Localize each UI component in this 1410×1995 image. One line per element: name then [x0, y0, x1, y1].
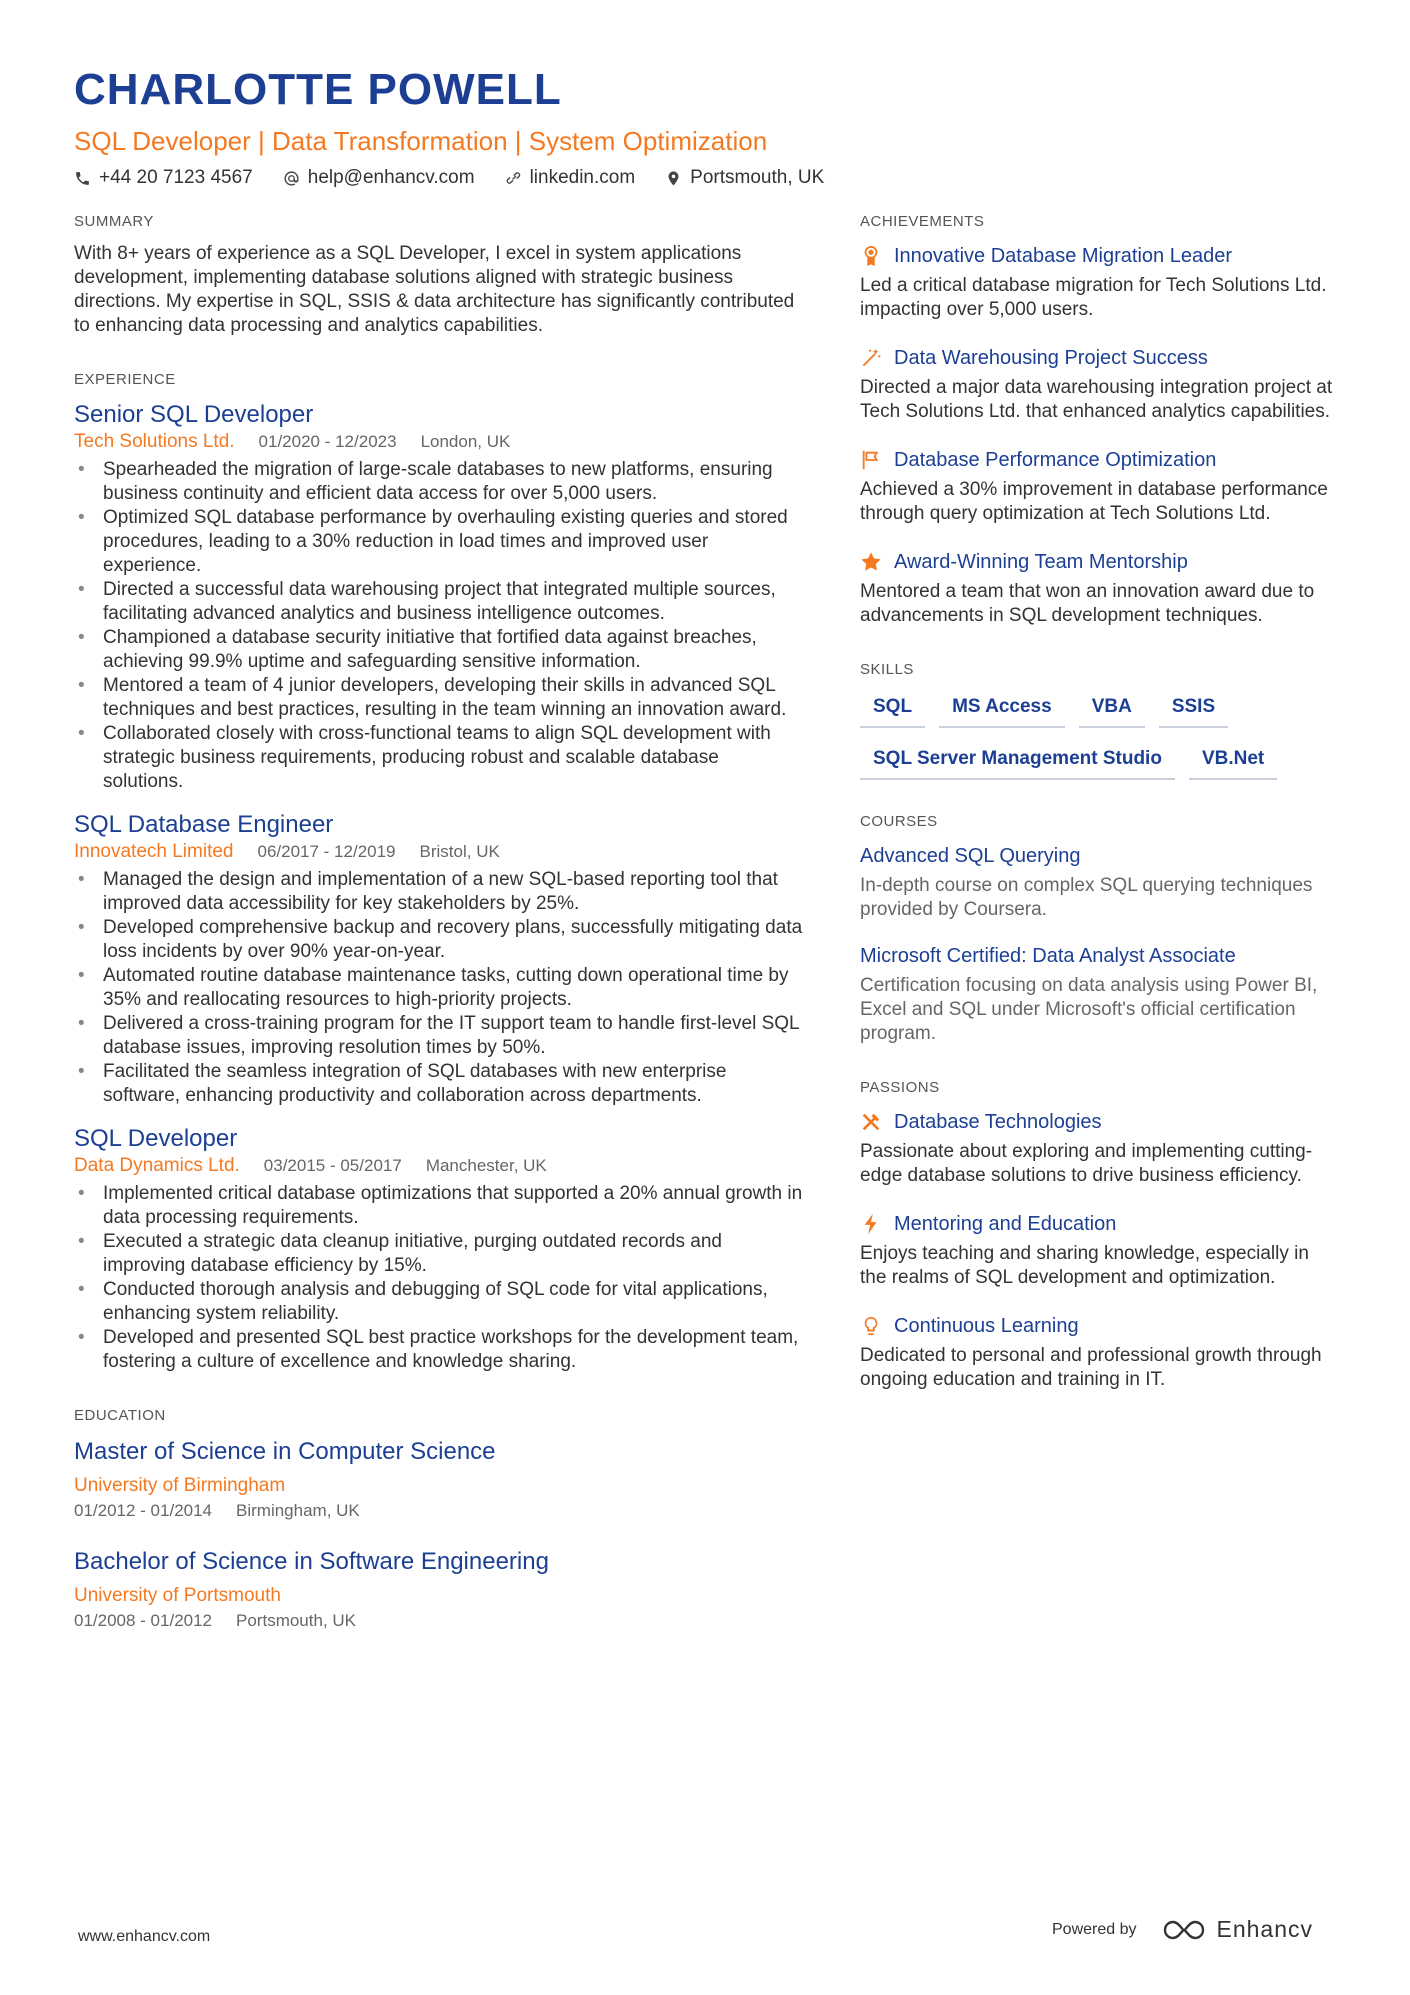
- job-bullet: • Collaborated closely with cross-functional teams to align SQL development with strategic business requirements, producing robust and scalable database solutions.: [74, 722, 804, 794]
- job-title: SQL Developer: [74, 1125, 238, 1152]
- location-pin-icon: [665, 170, 682, 187]
- education-entry: [74, 1546, 804, 1632]
- job-bullet: • Optimized SQL database performance by overhauling existing queries and stored procedures, leading to a 30% reduction in load times and improved user experience.: [74, 506, 804, 578]
- achievement-title: Innovative Database Migration Leader: [894, 245, 1232, 267]
- job-title: Senior SQL Developer: [74, 401, 314, 428]
- job-dates: 01/2020 - 12/2023: [258, 432, 397, 451]
- magic-wand-icon: [860, 347, 882, 369]
- job-meta: [74, 1154, 804, 1178]
- education-school: University of Birmingham: [74, 1475, 286, 1496]
- brand-name: Enhancv: [1216, 1916, 1314, 1942]
- skills-list: [860, 690, 1340, 780]
- job-entry: [74, 400, 804, 794]
- linkedin-text[interactable]: linkedin.com: [529, 167, 636, 188]
- job-bullets: [74, 458, 804, 794]
- lightning-icon: [860, 1213, 882, 1235]
- job-entry: [74, 1124, 804, 1374]
- job-company: Innovatech Limited: [74, 841, 234, 862]
- passion-item: [860, 1210, 1340, 1290]
- education-location: Portsmouth, UK: [236, 1611, 357, 1630]
- achievement-header: [860, 446, 1340, 474]
- job-bullet: • Executed a strategic data cleanup initiative, purging outdated records and improving database efficiency by 15%.: [74, 1230, 804, 1278]
- job-location: Manchester, UK: [425, 1156, 547, 1175]
- summary-text: With 8+ years of experience as a SQL Developer, I excel in system applications development, implementing database solutions aligned with strategic business directions. My expertise in SQL, SSIS & data architecture has significantly contributed to enhancing data processing and analytics capabilities.: [74, 243, 795, 336]
- course-desc: In-depth course on complex SQL querying techniques provided by Coursera.: [860, 875, 1313, 920]
- education-meta: [74, 1610, 804, 1632]
- achievement-header: [860, 344, 1340, 372]
- at-icon: [283, 170, 300, 187]
- brand-logo[interactable]: [1161, 1916, 1314, 1943]
- footer-branding: [1052, 1916, 1313, 1943]
- skill-tag: MS Access: [939, 690, 1065, 728]
- course-title: Advanced SQL Querying: [860, 845, 1081, 867]
- award-icon: [860, 245, 882, 267]
- course-title: Microsoft Certified: Data Analyst Associate: [860, 945, 1236, 967]
- experience-section: [74, 370, 804, 1374]
- courses-heading: COURSES: [860, 813, 938, 830]
- footer-website[interactable]: www.enhancv.com: [78, 1928, 211, 1945]
- phone-icon: [74, 170, 91, 187]
- achievement-desc: Achieved a 30% improvement in database performance through query optimization at Tech Solutions Ltd.: [860, 479, 1328, 524]
- skill-tag: VBA: [1079, 690, 1145, 728]
- email-contact[interactable]: [283, 164, 475, 192]
- job-bullet: • Delivered a cross-training program for the IT support team to handle first-level SQL database issues, improving resolution times by 50%.: [74, 1012, 804, 1060]
- job-bullet: • Automated routine database maintenance tasks, cutting down operational time by 35% and reallocating resources to high-priority projects.: [74, 964, 804, 1012]
- job-bullet: • Mentored a team of 4 junior developers, developing their skills in advanced SQL techniques and best practices, resulting in the team winning an innovation award.: [74, 674, 804, 722]
- achievement-item: [860, 446, 1340, 526]
- job-location: Bristol, UK: [419, 842, 500, 861]
- passion-title: Database Technologies: [894, 1111, 1102, 1133]
- lightbulb-icon: [860, 1315, 882, 1337]
- passions-heading: PASSIONS: [860, 1079, 940, 1096]
- skill-tag: SQL Server Management Studio: [860, 742, 1175, 780]
- achievement-desc: Mentored a team that won an innovation award due to advancements in SQL development techniques.: [860, 581, 1315, 626]
- course-desc: Certification focusing on data analysis using Power BI, Excel and SQL under Microsoft's official certification program.: [860, 975, 1318, 1044]
- tools-icon: [860, 1111, 882, 1133]
- education-section: [74, 1406, 804, 1632]
- experience-heading: EXPERIENCE: [74, 371, 176, 388]
- summary-heading: SUMMARY: [74, 213, 154, 230]
- skill-tag: SQL: [860, 690, 925, 728]
- passion-desc: Enjoys teaching and sharing knowledge, especially in the realms of SQL development and optimization.: [860, 1243, 1309, 1288]
- achievements-heading: ACHIEVEMENTS: [860, 213, 985, 230]
- courses-section: [860, 812, 1340, 1046]
- passion-header: [860, 1312, 1340, 1340]
- contact-info: [74, 164, 1334, 192]
- passion-desc: Passionate about exploring and implementing cutting-edge database solutions to drive business efficiency.: [860, 1141, 1313, 1186]
- job-title: SQL Database Engineer: [74, 811, 334, 838]
- achievement-item: [860, 344, 1340, 424]
- job-bullet: • Implemented critical database optimizations that supported a 20% annual growth in data processing requirements.: [74, 1182, 804, 1230]
- email-text[interactable]: help@enhancv.com: [307, 167, 475, 188]
- enhancv-logo-icon: [1161, 1917, 1207, 1943]
- achievement-header: [860, 242, 1340, 270]
- linkedin-contact[interactable]: [505, 164, 636, 192]
- education-degree: Bachelor of Science in Software Engineering: [74, 1548, 549, 1575]
- passion-item: [860, 1312, 1340, 1392]
- achievement-header: [860, 548, 1340, 576]
- job-meta: [74, 430, 804, 454]
- passion-title: Mentoring and Education: [894, 1213, 1117, 1235]
- passion-title: Continuous Learning: [894, 1315, 1079, 1337]
- skills-heading: SKILLS: [860, 661, 914, 678]
- job-bullet: • Championed a database security initiative that fortified data against breaches, achieving 99.9% uptime and safeguarding sensitive information.: [74, 626, 804, 674]
- flag-icon: [860, 449, 882, 471]
- job-bullet: • Conducted thorough analysis and debugging of SQL code for vital applications, enhancing system reliability.: [74, 1278, 804, 1326]
- achievement-title: Database Performance Optimization: [894, 449, 1217, 471]
- job-bullet: • Facilitated the seamless integration of SQL databases with new enterprise software, enhancing productivity and collaboration across departments.: [74, 1060, 804, 1108]
- job-bullet: • Developed and presented SQL best practice workshops for the development team, fostering a culture of excellence and knowledge sharing.: [74, 1326, 804, 1374]
- job-company: Data Dynamics Ltd.: [74, 1155, 240, 1176]
- job-company: Tech Solutions Ltd.: [74, 431, 235, 452]
- job-entry: [74, 810, 804, 1108]
- powered-by-text: Powered by: [1052, 1920, 1137, 1938]
- passion-item: [860, 1108, 1340, 1188]
- education-heading: EDUCATION: [74, 1407, 166, 1424]
- passion-header: [860, 1108, 1340, 1136]
- education-meta: [74, 1500, 804, 1522]
- job-bullet: • Developed comprehensive backup and recovery plans, successfully mitigating data loss incidents by over 90% year-on-year.: [74, 916, 804, 964]
- phone-text: +44 20 7123 4567: [99, 167, 253, 188]
- job-bullet: • Directed a successful data warehousing project that integrated multiple sources, facilitating advanced analytics and business intelligence outcomes.: [74, 578, 804, 626]
- skill-tag: VB.Net: [1189, 742, 1277, 780]
- education-entry: [74, 1436, 804, 1522]
- left-column: [74, 212, 804, 1664]
- job-bullet: • Spearheaded the migration of large-scale databases to new platforms, ensuring business continuity and efficient data access for over 5,000 users.: [74, 458, 804, 506]
- phone-contact: [74, 164, 253, 192]
- education-dates: 01/2012 - 01/2014: [74, 1501, 213, 1520]
- achievement-item: [860, 242, 1340, 322]
- candidate-title: SQL Developer | Data Transformation | System Optimization: [74, 126, 768, 156]
- job-bullets: [74, 868, 804, 1108]
- education-location: Birmingham, UK: [236, 1501, 360, 1520]
- achievement-title: Award-Winning Team Mentorship: [894, 551, 1188, 573]
- candidate-name: CHARLOTTE POWELL: [74, 65, 562, 114]
- passion-desc: Dedicated to personal and professional growth through ongoing education and training in IT.: [860, 1345, 1322, 1390]
- job-dates: 06/2017 - 12/2019: [257, 842, 396, 861]
- passion-header: [860, 1210, 1340, 1238]
- achievement-desc: Led a critical database migration for Tech Solutions Ltd. impacting over 5,000 users.: [860, 275, 1327, 320]
- location-contact: [665, 164, 824, 192]
- location-text: Portsmouth, UK: [690, 167, 825, 188]
- course-item: [860, 842, 1340, 922]
- right-column: [860, 212, 1340, 1424]
- link-icon: [505, 170, 522, 187]
- passions-section: [860, 1078, 1340, 1392]
- resume-header: [74, 62, 1334, 192]
- education-dates: 01/2008 - 01/2012: [74, 1611, 213, 1630]
- job-location: London, UK: [420, 432, 511, 451]
- skill-tag: SSIS: [1159, 690, 1228, 728]
- education-school: University of Portsmouth: [74, 1585, 281, 1606]
- education-degree: Master of Science in Computer Science: [74, 1438, 496, 1465]
- job-dates: 03/2015 - 05/2017: [263, 1156, 402, 1175]
- job-bullet: • Managed the design and implementation of a new SQL-based reporting tool that improved data accessibility for key stakeholders by 25%.: [74, 868, 804, 916]
- achievements-section: [860, 212, 1340, 628]
- achievement-title: Data Warehousing Project Success: [894, 347, 1208, 369]
- job-meta: [74, 840, 804, 864]
- achievement-desc: Directed a major data warehousing integration project at Tech Solutions Ltd. that enhanced analytics capabilities.: [860, 377, 1333, 422]
- course-item: [860, 942, 1340, 1046]
- skills-section: [860, 660, 1340, 780]
- job-bullets: [74, 1182, 804, 1374]
- achievement-item: [860, 548, 1340, 628]
- summary-section: [74, 212, 804, 338]
- star-icon: [860, 551, 882, 573]
